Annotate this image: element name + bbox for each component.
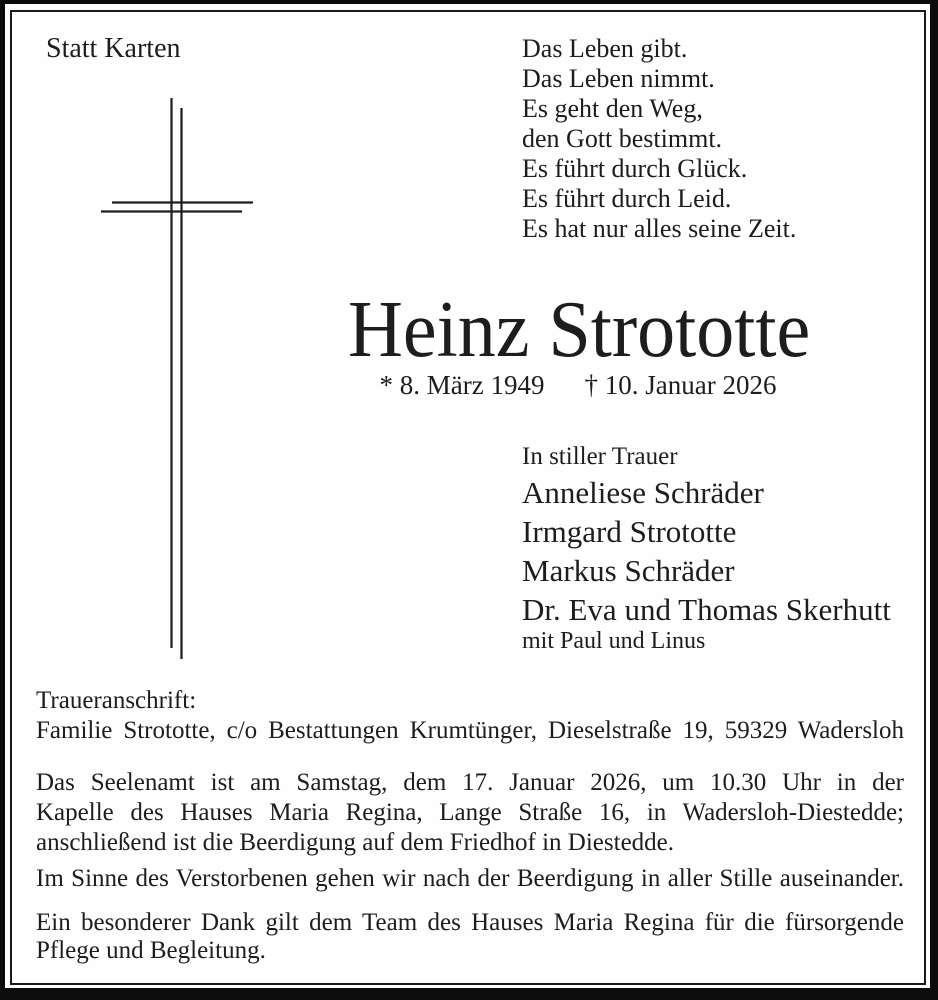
mourner-name: Markus Schräder (522, 553, 735, 588)
service-line: Kapelle des Hauses Maria Regina, Lange Straße 16, in Wadersloh-Diestedde; (36, 799, 904, 826)
birth-date: * 8. März 1949 (379, 370, 545, 400)
children-note: mit Paul und Linus (522, 628, 706, 654)
farewell-line: Im Sinne des Verstorbenen gehen wir nach der Beerdigung in aller Stille auseinander. (36, 865, 904, 892)
poem-line: den Gott bestimmt. (522, 124, 723, 153)
poem (522, 34, 796, 244)
mourner-name: Anneliese Schräder (522, 475, 764, 510)
funeral-service-info (36, 768, 904, 858)
mourners-intro: In stiller Trauer (522, 443, 678, 470)
life-dates (380, 372, 777, 399)
service-line: anschließend ist die Beerdigung auf dem Friedhof in Diestedde. (36, 829, 675, 856)
poem-line: Es führt durch Glück. (522, 154, 748, 183)
address-label: Traueranschrift: (36, 687, 197, 714)
thanks-line: Pflege und Begleitung. (36, 937, 266, 964)
mourners-list (522, 440, 891, 658)
mourner-name: Irmgard Strototte (522, 514, 737, 549)
poem-line: Es hat nur alles seine Zeit. (522, 214, 797, 243)
poem-line: Das Leben nimmt. (522, 64, 715, 93)
address-line: Familie Strototte, c/o Bestattungen Krumtünger, Dieselstraße 19, 59329 Wadersloh (36, 717, 904, 744)
poem-line: Es geht den Weg, (522, 94, 703, 123)
deceased-name: Heinz Strototte (348, 286, 811, 374)
thanks-note (36, 909, 904, 965)
service-line: Das Seelenamt ist am Samstag, dem 17. Januar 2026, um 10.30 Uhr in der (36, 769, 904, 796)
notice-details (36, 686, 904, 965)
mourner-name: Dr. Eva und Thomas Skerhutt (522, 592, 891, 627)
memorial-cross-icon (95, 92, 265, 672)
death-date: † 10. Januar 2026 (584, 370, 777, 400)
thanks-line: Ein besonderer Dank gilt dem Team des Hauses Maria Regina für die fürsorgende (36, 909, 904, 936)
header-note: Statt Karten (46, 33, 181, 64)
poem-line: Das Leben gibt. (522, 34, 688, 63)
poem-line: Es führt durch Leid. (522, 184, 732, 213)
